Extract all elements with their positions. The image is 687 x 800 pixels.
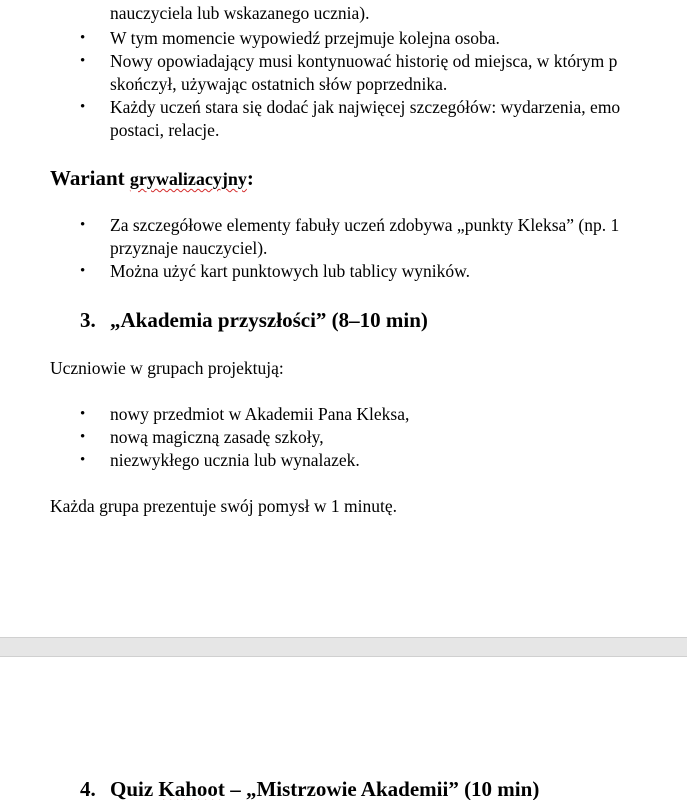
section-number: 4. (80, 777, 96, 800)
bullet-text-line: postaci, relacje. (110, 120, 220, 140)
page-break-gap (0, 637, 687, 657)
bullet-text-line: Każdy uczeń stara się dodać jak najwięcej szczegółów: wydarzenia, emo (110, 97, 621, 117)
spellcheck-word[interactable]: Kahoot (158, 777, 225, 800)
bullet-text-line: nowy przedmiot w Akademii Pana Kleksa, (110, 404, 410, 424)
heading-suffix: : (246, 166, 254, 190)
variant-heading (50, 165, 254, 192)
title-prefix: Quiz (110, 777, 159, 800)
bullet-text-line: niezwykłego ucznia lub wynalazek. (110, 450, 360, 470)
bullet-text-line: skończył, używając ostatnich słów poprzednika. (110, 74, 448, 94)
bullet-icon: • (80, 99, 86, 115)
bullet-icon: • (80, 452, 86, 468)
bullet-icon: • (80, 429, 86, 445)
document-page-2 (0, 657, 687, 800)
title-suffix: – „Mistrzowie Akademii” (10 min) (224, 777, 540, 800)
bullet-icon: • (80, 30, 86, 46)
bullet-icon: • (80, 217, 86, 233)
bullet-text-line: Nowy opowiadający musi kontynuować historię od miejsca, w którym p (110, 51, 618, 71)
bullet-text-line: nową magiczną zasadę szkoły, (110, 427, 324, 447)
spellcheck-word[interactable]: grywalizacyjny (129, 169, 247, 189)
bullet-text-line: Za szczegółowe elementy fabuły uczeń zdobywa „punkty Kleksa” (np. 1 (110, 215, 620, 235)
paragraph-text: Każda grupa prezentuje swój pomysł w 1 minutę. (50, 496, 397, 516)
bullet-text-line: Można użyć kart punktowych lub tablicy wyników. (110, 261, 470, 281)
bullet-text-line: W tym momencie wypowiedź przejmuje kolejna osoba. (110, 28, 500, 48)
paragraph-text: Uczniowie w grupach projektują: (50, 358, 284, 378)
bullet-icon: • (80, 53, 86, 69)
section-title (110, 776, 539, 800)
bullet-text-line: przyznaje nauczyciel). (110, 238, 268, 258)
bullet-icon: • (80, 263, 86, 279)
section-title: „Akademia przyszłości” (8–10 min) (110, 308, 428, 332)
section-number: 3. (80, 308, 96, 332)
bullet-icon: • (80, 406, 86, 422)
bullet-text-line: nauczyciela lub wskazanego ucznia). (110, 3, 370, 23)
heading-prefix: Wariant (50, 166, 130, 190)
